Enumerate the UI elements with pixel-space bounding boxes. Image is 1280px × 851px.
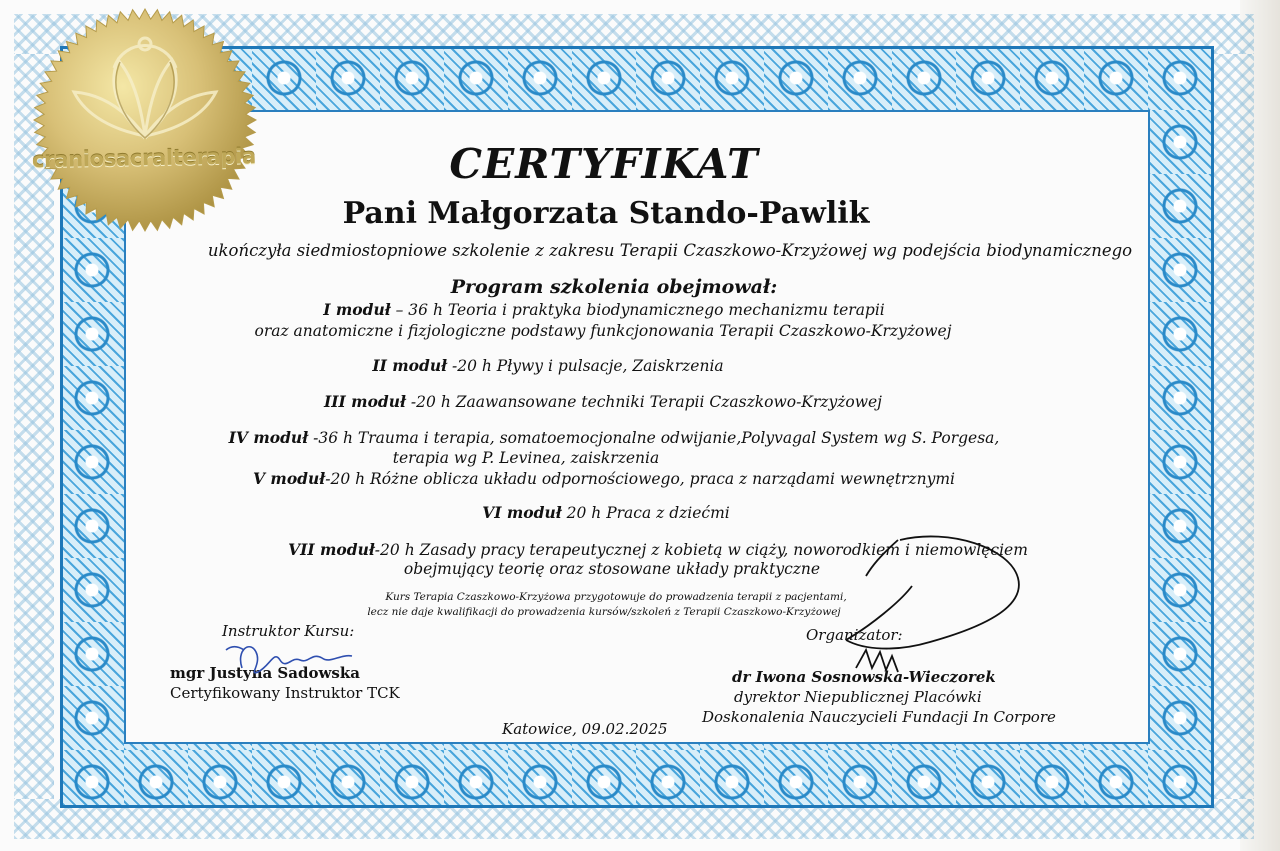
module-text: -20 h Pływy i pulsacje, Zaiskrzenia [447, 357, 724, 375]
organizer-role-line1: dyrektor Niepublicznej Placówki [734, 688, 982, 706]
module-text: 20 h Praca z dziećmi [561, 504, 730, 522]
organizer-role-line2: Doskonalenia Nauczycieli Fundacji In Corpore [702, 708, 1056, 726]
module-text: -20 h Zasady pracy terapeutycznej z kobietą w ciąży, noworodkiem i niemowlęciem [374, 541, 1028, 559]
module-label: III moduł [324, 392, 407, 411]
module-1-line2: oraz anatomiczne i fizjologiczne podstawy funkcjonowania Terapii Czaszkowo-Krzyżowej [254, 322, 952, 340]
module-label: II moduł [372, 356, 448, 375]
module-text: -20 h Różne oblicza układu odpornościowego, praca z narządami wewnętrznymi [325, 470, 956, 488]
recipient-name: Pani Małgorzata Stando-Pawlik [342, 196, 870, 231]
module-text: – 36 h Teoria i praktyka biodynamicznego mechanizmu terapii [390, 301, 885, 319]
module-text: -20 h Zaawansowane techniki Terapii Czaszkowo-Krzyżowej [406, 393, 882, 411]
module-7-line2: obejmujący teorię oraz stosowane układy praktyczne [403, 560, 821, 578]
organizer-name: dr Iwona Sosnowska-Wieczorek [732, 668, 996, 686]
place-and-date: Katowice, 09.02.2025 [502, 720, 668, 738]
module-4-line2: terapia wg P. Levinea, zaiskrzenia [392, 449, 660, 467]
instructor-heading: Instruktor Kursu: [222, 622, 355, 640]
course-description: ukończyła siedmiostopniowe szkolenie z zakresu Terapii Czaszkowo-Krzyżowej wg podejścia biodynamicznego [207, 241, 1133, 260]
module-label: VII moduł [288, 540, 375, 559]
module-label: VI moduł [482, 503, 562, 522]
organizer-signature [846, 536, 1019, 672]
instructor-signature [226, 647, 352, 673]
seal-text: craniosacralterapia [31, 144, 257, 173]
instructor-name: mgr Justyna Sadowska [170, 664, 360, 682]
disclaimer-line2: lecz nie daje kwalifikacji do prowadzenia kursów/szkoleń z Terapii Czaszkowo-Krzyżowej [367, 606, 841, 618]
module-label: V moduł [252, 469, 326, 488]
program-heading: Program szkolenia obejmował: [450, 276, 778, 298]
module-label: IV moduł [228, 428, 309, 447]
module-text: -36 h Trauma i terapia, somatoemocjonalne odwijanie,Polyvagal System wg S. Porgesa, [308, 429, 1000, 447]
organizer-heading: Organizator: [806, 626, 903, 644]
certificate-title: CERTYFIKAT [449, 140, 759, 188]
module-label: I moduł [323, 300, 391, 319]
disclaimer-line1: Kurs Terapia Czaszkowo-Krzyżowa przygotowuje do prowadzenia terapii z pacjentami, [385, 591, 847, 603]
instructor-role: Certyfikowany Instruktor TCK [170, 684, 400, 702]
